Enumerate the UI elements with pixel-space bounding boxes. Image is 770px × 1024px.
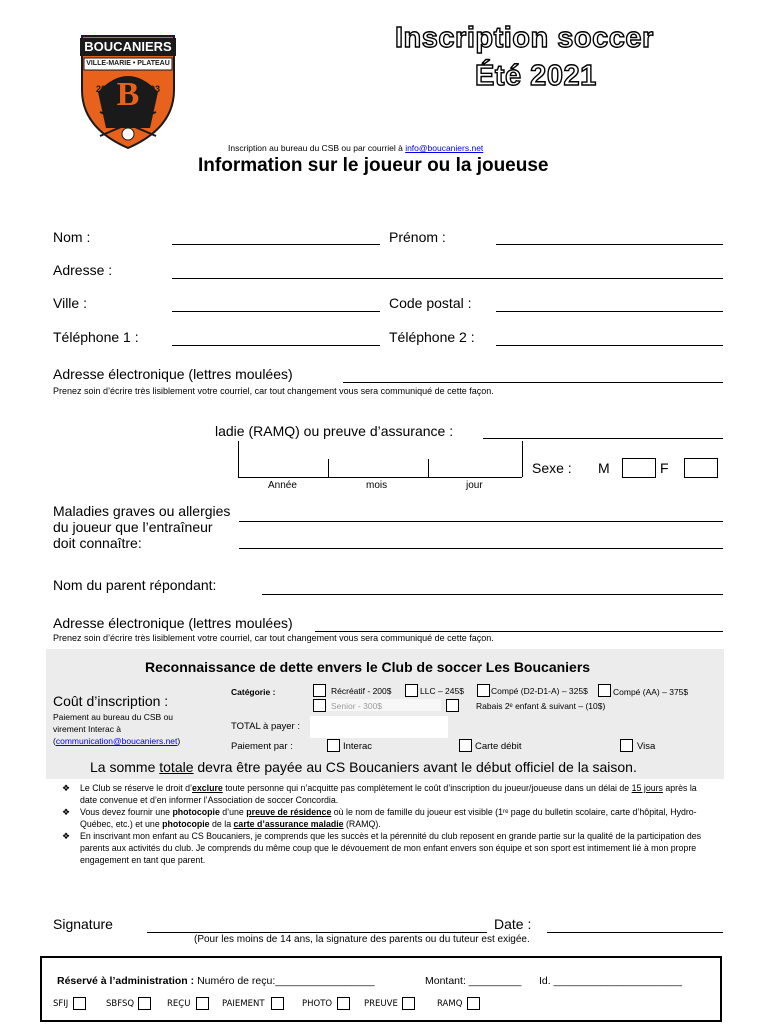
- ville-field[interactable]: [172, 311, 380, 312]
- admin-ramq-label: RAMQ: [437, 999, 463, 1009]
- parent-label: Nom du parent répondant:: [53, 577, 217, 593]
- ramq-label: ladie (RAMQ) ou preuve d’assurance :: [215, 423, 454, 439]
- cat-llc-checkbox[interactable]: [405, 684, 418, 697]
- logo-name: BOUCANIERS: [84, 39, 172, 54]
- cat-compe-d2-label: Compé (D2-D1-A) – 325$: [491, 686, 588, 696]
- signature-label: Signature: [53, 916, 113, 932]
- admin-title: Réservé à l’administration : Numéro de reçu:_________________: [57, 975, 375, 987]
- sexe-f-label: F: [660, 460, 669, 476]
- diamond-bullet-icon: ❖: [62, 807, 71, 817]
- condition-item: ❖ En inscrivant mon enfant au CS Boucaniers, je comprends que les succès et la pérennité du club reposent en grande partie sur la qualité de la participation des parents aux activités du club. Je comprends du même coup que le dévouement de mon enfant envers son équipe et son sport est intimement lié à mon propre engagement en tant que parent.: [62, 831, 702, 865]
- adresse-label: Adresse :: [53, 262, 113, 278]
- date-label: Date :: [494, 916, 532, 932]
- sexe-m-checkbox[interactable]: [622, 458, 656, 478]
- nom-label: Nom :: [53, 229, 91, 245]
- cat-recreatif-label: Récréatif - 200$: [331, 686, 392, 696]
- ville-label: Ville :: [53, 295, 87, 311]
- paiement-note-2: virement Interac à: [53, 724, 122, 734]
- birthdate-field[interactable]: [238, 441, 522, 477]
- rabais-checkbox[interactable]: [446, 699, 459, 712]
- info-email-link[interactable]: info@boucaniers.net: [405, 143, 484, 153]
- cat-compe-aa-label: Compé (AA) – 375$: [613, 687, 689, 697]
- cat-recreatif-checkbox[interactable]: [313, 684, 326, 697]
- prenom-field[interactable]: [496, 244, 723, 245]
- adresse-field[interactable]: [172, 278, 723, 279]
- page-title-line1: Inscription soccer: [395, 22, 654, 54]
- date-jour-label: jour: [466, 480, 483, 491]
- maladies-field-2[interactable]: [239, 548, 723, 549]
- condition-item: ❖ Vous devez fournir une photocopie d’une preuve de résidence où le nom de famille du joueur est visible (1ʳᵉ page du bulletin scolaire, carte d’hôpital, Hydro-Québec, etc.) et une photocopie de la carte d’assurance maladie (RAMQ).: [62, 807, 697, 829]
- nom-field[interactable]: [172, 244, 380, 245]
- telephone1-field[interactable]: [172, 345, 380, 346]
- pay-visa-checkbox[interactable]: [620, 739, 633, 752]
- admin-preuve-label: PREUVE: [364, 999, 398, 1009]
- admin-montant[interactable]: Montant: _________: [425, 975, 522, 987]
- cat-llc-label: LLC – 245$: [420, 686, 464, 696]
- paiement-par-label: Paiement par :: [231, 741, 293, 752]
- conditions-list: [60, 782, 710, 866]
- admin-preuve-checkbox[interactable]: [402, 997, 415, 1010]
- logo-subtitle: VILLE-MARIE • PLATEAU: [86, 60, 170, 67]
- cat-senior-checkbox[interactable]: [313, 699, 326, 712]
- communication-email-link[interactable]: communication@boucaniers.net: [55, 736, 178, 746]
- admin-sfij-label: SFIJ: [53, 999, 69, 1009]
- code-postal-label: Code postal :: [389, 295, 472, 311]
- signature-note: (Pour les moins de 14 ans, la signature des parents ou du tuteur est exigée.: [194, 934, 530, 945]
- paiement-note-1: Paiement au bureau du CSB ou: [53, 712, 174, 722]
- ramq-field[interactable]: [483, 438, 723, 439]
- paiement-email-wrap: (communication@boucaniers.net): [53, 736, 181, 746]
- admin-photo-checkbox[interactable]: [337, 997, 350, 1010]
- pay-interac-checkbox[interactable]: [327, 739, 340, 752]
- prenom-label: Prénom :: [389, 229, 446, 245]
- logo-year-right: 03: [150, 84, 161, 94]
- admin-box: [40, 956, 722, 1022]
- admin-id[interactable]: Id. ______________________: [539, 975, 683, 987]
- cat-compe-d2-checkbox[interactable]: [477, 684, 490, 697]
- date-annee-label: Année: [268, 480, 297, 491]
- maladies-field-1[interactable]: [239, 521, 723, 522]
- total-field[interactable]: [310, 716, 448, 738]
- telephone1-label: Téléphone 1 :: [53, 329, 139, 345]
- pay-carte-checkbox[interactable]: [459, 739, 472, 752]
- pay-carte-label: Carte débit: [475, 741, 522, 752]
- cat-compe-aa-checkbox[interactable]: [598, 684, 611, 697]
- total-label: TOTAL à payer :: [231, 721, 300, 732]
- sexe-m-label: M: [598, 460, 610, 476]
- senior-amount-field[interactable]: [326, 699, 441, 711]
- sexe-f-checkbox[interactable]: [684, 458, 718, 478]
- maladies-label-2: du joueur que l’entraîneur: [53, 519, 213, 535]
- diamond-bullet-icon: ❖: [62, 831, 71, 841]
- subline: [228, 143, 483, 153]
- code-postal-field[interactable]: [496, 311, 723, 312]
- date-mois-label: mois: [366, 480, 388, 491]
- pay-visa-label: Visa: [637, 741, 656, 752]
- condition-item: ❖ Le Club se réserve le droit d’exclure toute personne qui n’acquitte pas complètement le coût d’inscription du joueur/joueuse dans un délai de 15 jours après la date convenue et d’en informer l’Association de soccer Concordia.: [62, 783, 697, 805]
- email-label: Adresse électronique (lettres moulées): [53, 366, 293, 382]
- admin-recu-label: REÇU: [167, 999, 191, 1009]
- admin-recu-checkbox[interactable]: [196, 997, 209, 1010]
- admin-sbfsq-checkbox[interactable]: [138, 997, 151, 1010]
- parent-field[interactable]: [262, 594, 723, 595]
- admin-sfij-checkbox[interactable]: [73, 997, 86, 1010]
- rabais-label: Rabais 2ᵉ enfant & suivant – (10$): [476, 701, 606, 711]
- admin-sbfsq-label: SBFSQ: [106, 999, 135, 1009]
- reconnaissance-title: Reconnaissance de dette envers le Club de soccer Les Boucaniers: [145, 659, 591, 675]
- logo-year-left: 20: [96, 84, 107, 94]
- parent-email-field[interactable]: [315, 631, 723, 632]
- pay-interac-label: Interac: [343, 741, 373, 752]
- email-field[interactable]: [343, 382, 723, 383]
- logo-letter: B: [116, 76, 140, 113]
- parent-email-label: Adresse électronique (lettres moulées): [53, 615, 293, 631]
- club-logo: [78, 32, 178, 150]
- email-note: Prenez soin d’écrire très lisiblement votre courriel, car tout changement vous sera communiqué de cette façon.: [53, 386, 494, 396]
- categorie-label: Catégorie :: [231, 687, 276, 697]
- page-title-line2: Été 2021: [475, 60, 597, 92]
- admin-paiement-label: PAIEMENT: [222, 999, 265, 1009]
- signature-field[interactable]: [147, 932, 487, 933]
- telephone2-label: Téléphone 2 :: [389, 329, 475, 345]
- date-field[interactable]: [547, 932, 723, 933]
- cout-label: Coût d’inscription :: [53, 693, 169, 709]
- parent-email-note: Prenez soin d’écrire très lisiblement votre courriel, car tout changement vous sera communiqué de cette façon.: [53, 633, 494, 643]
- admin-paiement-checkbox[interactable]: [271, 997, 284, 1010]
- telephone2-field[interactable]: [496, 345, 723, 346]
- somme-statement: La somme totale devra être payée au CS Boucaniers avant le début officiel de la saison.: [90, 759, 637, 775]
- subline-text: Inscription au bureau du CSB ou par courriel à: [228, 143, 406, 153]
- admin-ramq-checkbox[interactable]: [467, 997, 480, 1010]
- diamond-bullet-icon: ❖: [62, 783, 71, 793]
- sexe-label: Sexe :: [532, 460, 572, 476]
- maladies-label-1: Maladies graves ou allergies: [53, 503, 231, 519]
- admin-photo-label: PHOTO: [302, 999, 333, 1009]
- maladies-label-3: doit connaître:: [53, 535, 142, 551]
- section-title: Information sur le joueur ou la joueuse: [198, 155, 549, 176]
